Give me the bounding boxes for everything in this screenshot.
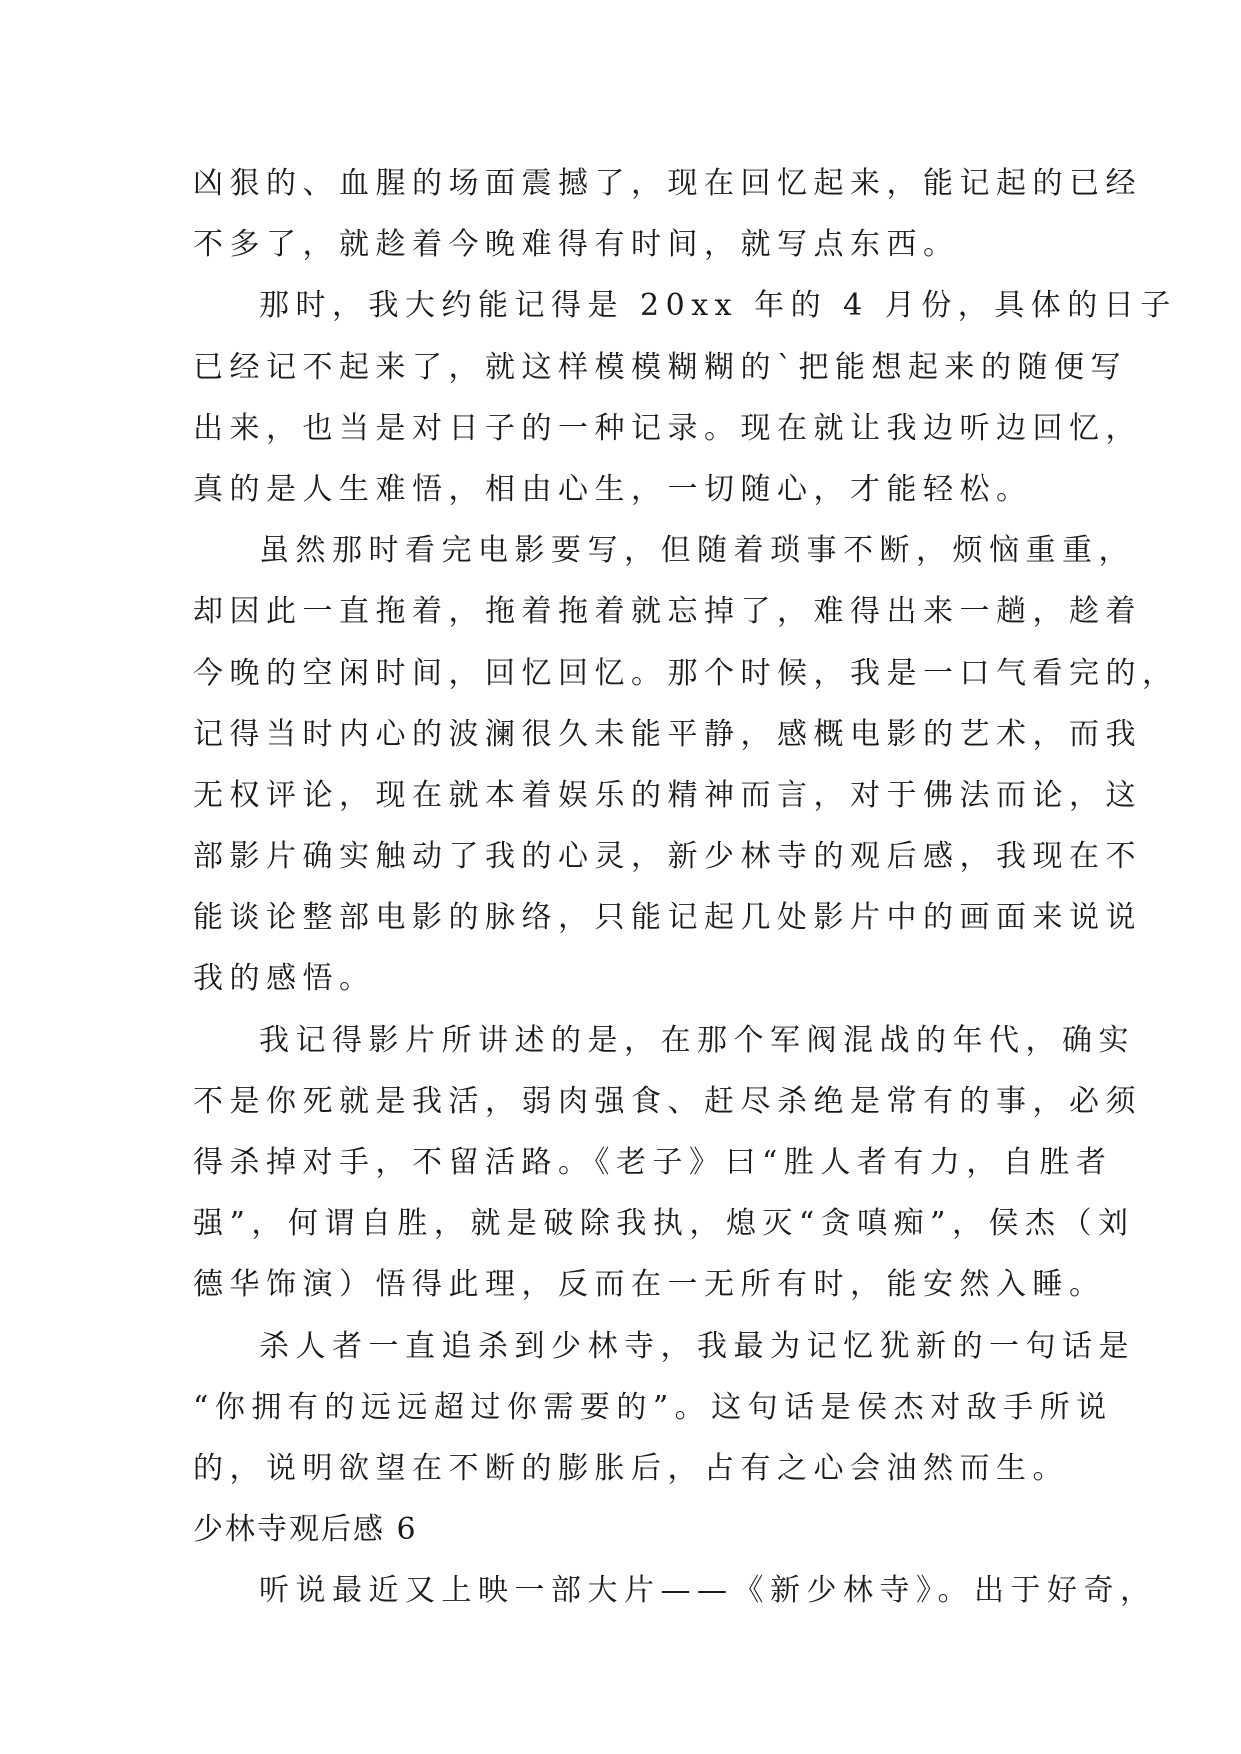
text-line: 我的感悟。 <box>193 961 376 997</box>
text-line: 记得当时内心的波澜很久未能平静，感概电影的艺术，而我 <box>193 716 1142 752</box>
text-line: 的，说明欲望在不断的膨胀后，占有之心会油然而生。 <box>193 1450 1069 1486</box>
text-line: 已经记不起来了，就这样模模糊糊的`把能想起来的随便写 <box>193 349 1127 385</box>
text-line: “你拥有的远远超过你需要的”。这句话是侯杰对敌手所说 <box>193 1389 1113 1425</box>
text-line: 出来，也当是对日子的一种记录。现在就让我边听边回忆， <box>193 410 1142 446</box>
text-line: 不多了，就趁着今晚难得有时间，就写点东西。 <box>193 227 960 263</box>
text-line: 部影片确实触动了我的心灵，新少林寺的观后感，我现在不 <box>193 839 1142 875</box>
text-line: 今晚的空闲时间，回忆回忆。那个时候，我是一口气看完的， <box>193 655 1179 691</box>
text-line: 无权评论，现在就本着娱乐的精神而言，对于佛法而论，这 <box>193 777 1142 813</box>
paragraph-start-line: 杀人者一直追杀到少林寺，我最为记忆犹新的一句话是 <box>259 1328 1135 1364</box>
paragraph-start-line: 那时，我大约能记得是 20xx 年的 4 月份，具体的日子 <box>259 288 1177 324</box>
text-line: 能谈论整部电影的脉络，只能记起几处影片中的画面来说说 <box>193 900 1142 936</box>
document-body <box>193 153 1179 1622</box>
paragraph-start-line: 听说最近又上映一部大片——《新少林寺》。出于好奇， <box>259 1573 1157 1609</box>
text-line: 不是你死就是我活，弱肉强食、赶尽杀绝是常有的事，必须 <box>193 1083 1142 1119</box>
text-line: 德华饰演）悟得此理，反而在一无所有时，能安然入睡。 <box>193 1267 1106 1303</box>
text-line: 得杀掉对手，不留活路。《老子》曰“胜人者有力，自胜者 <box>193 1145 1113 1180</box>
text-line: 却因此一直拖着，拖着拖着就忘掉了，难得出来一趟，趁着 <box>193 594 1142 630</box>
section-heading: 少林寺观后感 6 <box>193 1512 418 1548</box>
text-line: 真的是人生难悟，相由心生，一切随心，才能轻松。 <box>193 471 1033 507</box>
text-line: 凶狠的、血腥的场面震撼了，现在回忆起来，能记起的已经 <box>193 166 1142 201</box>
paragraph-start-line: 虽然那时看完电影要写，但随着琐事不断，烦恼重重， <box>259 533 1135 569</box>
text-line: 强”，何谓自胜，就是破除我执，熄灭“贪嗔痴”，侯杰（刘 <box>193 1206 1135 1242</box>
paragraph-start-line: 我记得影片所讲述的是，在那个军阀混战的年代，确实 <box>259 1022 1135 1058</box>
